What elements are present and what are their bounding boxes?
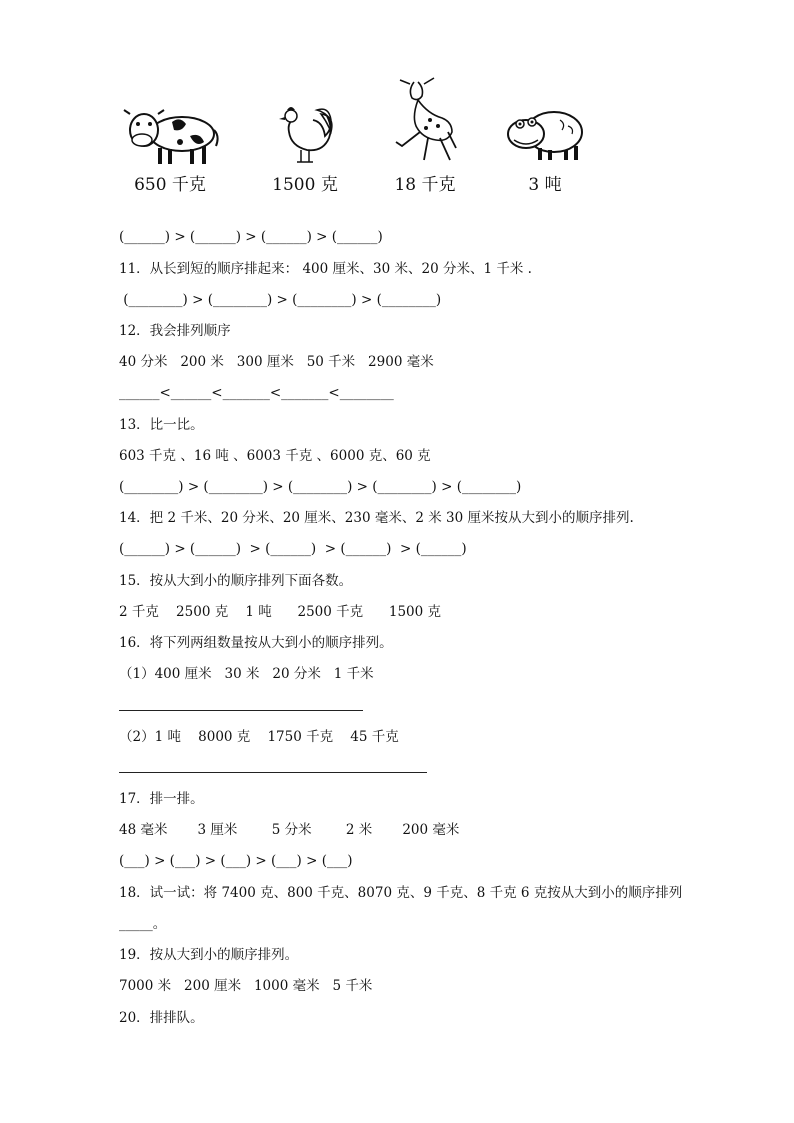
q17-items: 48 毫米 3 厘米 5 分米 2 米 200 毫米 <box>119 822 460 838</box>
q13-items: 603 千克 、16 吨 、6003 千克 、6000 克、60 克 <box>119 448 431 464</box>
cow-weight: 650 千克 <box>134 175 206 195</box>
q18-answer-line: _____。 <box>119 916 167 932</box>
q12-prompt: 12．我会排列顺序 <box>119 323 231 339</box>
q11-answer-line: (________) > (________) > (________) > (________) <box>119 292 442 308</box>
animal-pictures <box>115 100 635 225</box>
rooster-weight: 1500 克 <box>272 175 338 195</box>
q17-answer-line: (___) > (___) > (___) > (___) > (___) <box>119 853 353 869</box>
cow-icon <box>120 100 220 168</box>
q15-prompt: 15．按从大到小的顺序排列下面各数。 <box>119 573 353 589</box>
q14-prompt: 14．把 2 千米、20 分米、20 厘米、230 毫米、2 米 30 厘米按从大到小的顺序排列. <box>119 510 634 526</box>
q16-part1: （1）400 厘米 30 米 20 分米 1 千米 <box>119 666 374 682</box>
q20-prompt: 20．排排队。 <box>119 1010 204 1026</box>
animal-rooster <box>255 100 355 195</box>
q16-part2-answer-rule <box>119 772 427 773</box>
q12-answer-line: ______<______<_______<_______<________ <box>119 385 394 401</box>
q17-prompt: 17．排一排。 <box>119 791 204 807</box>
q10-answer-line: (______) > (______) > (______) > (______) <box>119 229 383 245</box>
q18-prompt: 18．试一试：将 7400 克、800 千克、8070 克、9 千克、8 千克 6 克按从大到小的顺序排列 <box>119 885 683 901</box>
q19-prompt: 19．按从大到小的顺序排列。 <box>119 947 299 963</box>
q13-prompt: 13．比一比。 <box>119 417 204 433</box>
deer-weight: 18 千克 <box>394 175 456 195</box>
animal-deer <box>380 100 470 195</box>
q12-items: 40 分米 200 米 300 厘米 50 千米 2900 毫米 <box>119 354 434 370</box>
rooster-icon <box>265 100 345 168</box>
animal-cow <box>115 100 225 195</box>
q14-answer-line: (______) > (______) > (______) > (______) > (______) <box>119 541 467 557</box>
q16-part1-answer-rule <box>119 710 363 711</box>
q13-answer-line: (________) > (________) > (________) > (________) > (________) <box>119 479 522 495</box>
q15-items: 2 千克 2500 克 1 吨 2500 千克 1500 克 <box>119 604 442 620</box>
animal-hippo <box>490 100 600 195</box>
q16-prompt: 16．将下列两组数量按从大到小的顺序排列。 <box>119 635 393 651</box>
hippo-icon <box>500 100 590 168</box>
hippo-weight: 3 吨 <box>528 175 562 195</box>
deer-icon <box>390 76 460 168</box>
q16-part2: （2）1 吨 8000 克 1750 千克 45 千克 <box>119 729 399 745</box>
q19-items: 7000 米 200 厘米 1000 毫米 5 千米 <box>119 978 373 994</box>
q11-prompt: 11．从长到短的顺序排起来： 400 厘米、30 米、20 分米、1 千米 . <box>119 261 532 277</box>
